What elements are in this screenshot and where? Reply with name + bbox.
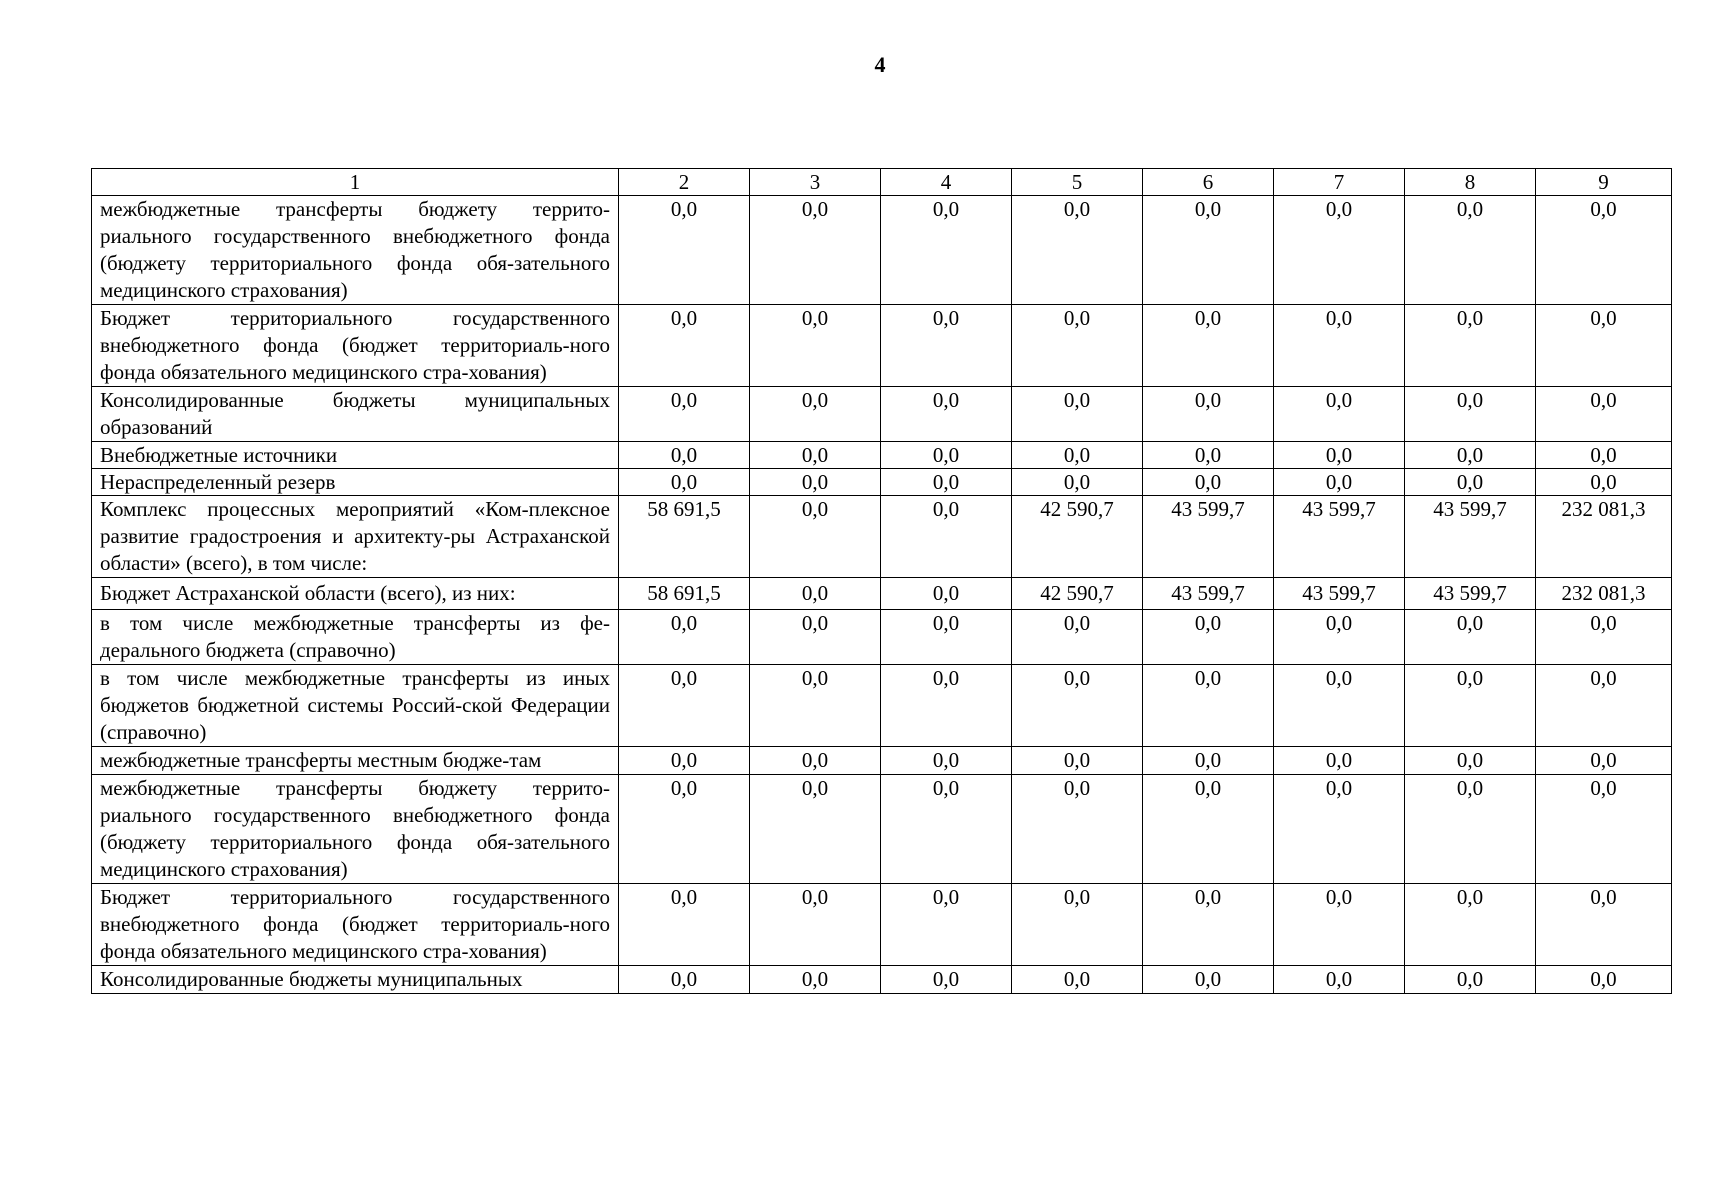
cell-value: 0,0 bbox=[881, 884, 1012, 966]
cell-value: 0,0 bbox=[1274, 442, 1405, 469]
cell-value: 0,0 bbox=[1536, 665, 1672, 747]
cell-value: 0,0 bbox=[881, 578, 1012, 610]
cell-value: 0,0 bbox=[881, 387, 1012, 442]
column-header: 1 bbox=[92, 169, 619, 196]
cell-value: 0,0 bbox=[1536, 305, 1672, 387]
cell-value: 0,0 bbox=[1143, 442, 1274, 469]
cell-value: 0,0 bbox=[1274, 966, 1405, 994]
cell-value: 0,0 bbox=[881, 665, 1012, 747]
cell-value: 0,0 bbox=[750, 387, 881, 442]
cell-value: 0,0 bbox=[1536, 196, 1672, 305]
table-row bbox=[92, 442, 1672, 469]
cell-value: 0,0 bbox=[1536, 966, 1672, 994]
cell-value: 43 599,7 bbox=[1143, 496, 1274, 578]
cell-value: 0,0 bbox=[881, 196, 1012, 305]
cell-value: 0,0 bbox=[1536, 775, 1672, 884]
cell-value: 0,0 bbox=[1274, 665, 1405, 747]
table-row bbox=[92, 387, 1672, 442]
cell-value: 0,0 bbox=[1143, 966, 1274, 994]
cell-value: 0,0 bbox=[1274, 747, 1405, 775]
cell-value: 0,0 bbox=[1143, 610, 1274, 665]
cell-value: 0,0 bbox=[619, 387, 750, 442]
cell-value: 0,0 bbox=[1012, 747, 1143, 775]
cell-value: 42 590,7 bbox=[1012, 496, 1143, 578]
table-header-row bbox=[92, 169, 1672, 196]
cell-value: 43 599,7 bbox=[1405, 496, 1536, 578]
table-row bbox=[92, 966, 1672, 994]
column-header: 4 bbox=[881, 169, 1012, 196]
cell-value: 0,0 bbox=[1012, 305, 1143, 387]
cell-value: 0,0 bbox=[881, 469, 1012, 496]
page-number: 4 bbox=[874, 52, 886, 77]
cell-value: 0,0 bbox=[1405, 387, 1536, 442]
cell-value: 0,0 bbox=[619, 305, 750, 387]
cell-value: 0,0 bbox=[619, 196, 750, 305]
row-label: Комплекс процессных мероприятий «Ком-плексное развитие градостроения и архитекту-ры Астраханской области» (всего), в том числе: bbox=[92, 496, 619, 578]
cell-value: 0,0 bbox=[750, 884, 881, 966]
cell-value: 0,0 bbox=[1274, 387, 1405, 442]
cell-value: 0,0 bbox=[881, 496, 1012, 578]
cell-value: 0,0 bbox=[1274, 610, 1405, 665]
table-body bbox=[92, 196, 1672, 994]
cell-value: 0,0 bbox=[1405, 884, 1536, 966]
cell-value: 0,0 bbox=[1405, 665, 1536, 747]
cell-value: 0,0 bbox=[1274, 884, 1405, 966]
cell-value: 0,0 bbox=[881, 747, 1012, 775]
cell-value: 232 081,3 bbox=[1536, 496, 1672, 578]
cell-value: 0,0 bbox=[1536, 884, 1672, 966]
cell-value: 0,0 bbox=[1405, 469, 1536, 496]
cell-value: 0,0 bbox=[619, 966, 750, 994]
row-label: межбюджетные трансферты бюджету террито-риального государственного внебюджетного фонда (бюджету территориального фонда обя-зательного медицинского страхования) bbox=[92, 775, 619, 884]
cell-value: 0,0 bbox=[750, 196, 881, 305]
cell-value: 0,0 bbox=[1405, 775, 1536, 884]
column-header: 3 bbox=[750, 169, 881, 196]
cell-value: 58 691,5 bbox=[619, 496, 750, 578]
table-row bbox=[92, 665, 1672, 747]
cell-value: 0,0 bbox=[1143, 775, 1274, 884]
table-row bbox=[92, 196, 1672, 305]
cell-value: 0,0 bbox=[1143, 196, 1274, 305]
cell-value: 0,0 bbox=[1012, 469, 1143, 496]
row-label: Внебюджетные источники bbox=[92, 442, 619, 469]
row-label: межбюджетные трансферты бюджету террито-риального государственного внебюджетного фонда (бюджету территориального фонда обя-зательного медицинского страхования) bbox=[92, 196, 619, 305]
cell-value: 0,0 bbox=[1012, 442, 1143, 469]
cell-value: 0,0 bbox=[1536, 442, 1672, 469]
cell-value: 0,0 bbox=[1143, 305, 1274, 387]
cell-value: 0,0 bbox=[1012, 665, 1143, 747]
cell-value: 0,0 bbox=[750, 578, 881, 610]
cell-value: 0,0 bbox=[1143, 884, 1274, 966]
column-header: 2 bbox=[619, 169, 750, 196]
column-header: 7 bbox=[1274, 169, 1405, 196]
cell-value: 0,0 bbox=[619, 747, 750, 775]
table-row bbox=[92, 775, 1672, 884]
cell-value: 0,0 bbox=[750, 469, 881, 496]
cell-value: 0,0 bbox=[1012, 966, 1143, 994]
cell-value: 0,0 bbox=[750, 610, 881, 665]
table-row bbox=[92, 610, 1672, 665]
row-label: Бюджет Астраханской области (всего), из них: bbox=[92, 578, 619, 610]
cell-value: 0,0 bbox=[1536, 469, 1672, 496]
cell-value: 43 599,7 bbox=[1143, 578, 1274, 610]
cell-value: 0,0 bbox=[619, 665, 750, 747]
row-label: Бюджет территориального государственного внебюджетного фонда (бюджет территориаль-ного фонда обязательного медицинского стра-хования) bbox=[92, 305, 619, 387]
cell-value: 0,0 bbox=[1143, 747, 1274, 775]
cell-value: 0,0 bbox=[1274, 305, 1405, 387]
cell-value: 0,0 bbox=[619, 442, 750, 469]
cell-value: 0,0 bbox=[1405, 610, 1536, 665]
cell-value: 0,0 bbox=[1012, 775, 1143, 884]
row-label: Консолидированные бюджеты муниципальных образований bbox=[92, 387, 619, 442]
cell-value: 0,0 bbox=[1405, 747, 1536, 775]
column-header: 9 bbox=[1536, 169, 1672, 196]
row-label: Нераспределенный резерв bbox=[92, 469, 619, 496]
cell-value: 0,0 bbox=[1536, 747, 1672, 775]
cell-value: 0,0 bbox=[1143, 387, 1274, 442]
cell-value: 0,0 bbox=[750, 305, 881, 387]
cell-value: 42 590,7 bbox=[1012, 578, 1143, 610]
cell-value: 43 599,7 bbox=[1405, 578, 1536, 610]
cell-value: 0,0 bbox=[1274, 196, 1405, 305]
table-row bbox=[92, 747, 1672, 775]
cell-value: 0,0 bbox=[750, 747, 881, 775]
cell-value: 0,0 bbox=[1536, 610, 1672, 665]
cell-value: 0,0 bbox=[881, 610, 1012, 665]
cell-value: 0,0 bbox=[1405, 196, 1536, 305]
cell-value: 0,0 bbox=[1405, 442, 1536, 469]
cell-value: 0,0 bbox=[1274, 775, 1405, 884]
cell-value: 0,0 bbox=[1012, 387, 1143, 442]
cell-value: 0,0 bbox=[1143, 665, 1274, 747]
column-header: 5 bbox=[1012, 169, 1143, 196]
table-row bbox=[92, 496, 1672, 578]
cell-value: 0,0 bbox=[1012, 196, 1143, 305]
cell-value: 0,0 bbox=[1405, 966, 1536, 994]
column-header: 6 bbox=[1143, 169, 1274, 196]
row-label: Консолидированные бюджеты муниципальных bbox=[92, 966, 619, 994]
cell-value: 0,0 bbox=[750, 966, 881, 994]
cell-value: 0,0 bbox=[750, 665, 881, 747]
cell-value: 0,0 bbox=[1012, 884, 1143, 966]
cell-value: 0,0 bbox=[1405, 305, 1536, 387]
cell-value: 0,0 bbox=[750, 442, 881, 469]
cell-value: 0,0 bbox=[1143, 469, 1274, 496]
cell-value: 0,0 bbox=[619, 610, 750, 665]
cell-value: 0,0 bbox=[1012, 610, 1143, 665]
table-row bbox=[92, 578, 1672, 610]
table-row bbox=[92, 884, 1672, 966]
cell-value: 0,0 bbox=[1536, 387, 1672, 442]
cell-value: 0,0 bbox=[881, 775, 1012, 884]
cell-value: 0,0 bbox=[619, 469, 750, 496]
cell-value: 0,0 bbox=[881, 966, 1012, 994]
row-label: межбюджетные трансферты местным бюдже-там bbox=[92, 747, 619, 775]
cell-value: 58 691,5 bbox=[619, 578, 750, 610]
row-label: в том числе межбюджетные трансферты из фе-дерального бюджета (справочно) bbox=[92, 610, 619, 665]
cell-value: 0,0 bbox=[1274, 469, 1405, 496]
row-label: в том числе межбюджетные трансферты из иных бюджетов бюджетной системы Россий-ской Федерации (справочно) bbox=[92, 665, 619, 747]
table-row bbox=[92, 469, 1672, 496]
row-label: Бюджет территориального государственного внебюджетного фонда (бюджет территориаль-ного фонда обязательного медицинского стра-хования) bbox=[92, 884, 619, 966]
cell-value: 0,0 bbox=[750, 496, 881, 578]
cell-value: 0,0 bbox=[619, 775, 750, 884]
table-row bbox=[92, 305, 1672, 387]
budget-table bbox=[91, 168, 1672, 994]
cell-value: 0,0 bbox=[881, 442, 1012, 469]
column-header: 8 bbox=[1405, 169, 1536, 196]
cell-value: 0,0 bbox=[619, 884, 750, 966]
cell-value: 0,0 bbox=[750, 775, 881, 884]
cell-value: 232 081,3 bbox=[1536, 578, 1672, 610]
cell-value: 43 599,7 bbox=[1274, 578, 1405, 610]
cell-value: 0,0 bbox=[881, 305, 1012, 387]
cell-value: 43 599,7 bbox=[1274, 496, 1405, 578]
